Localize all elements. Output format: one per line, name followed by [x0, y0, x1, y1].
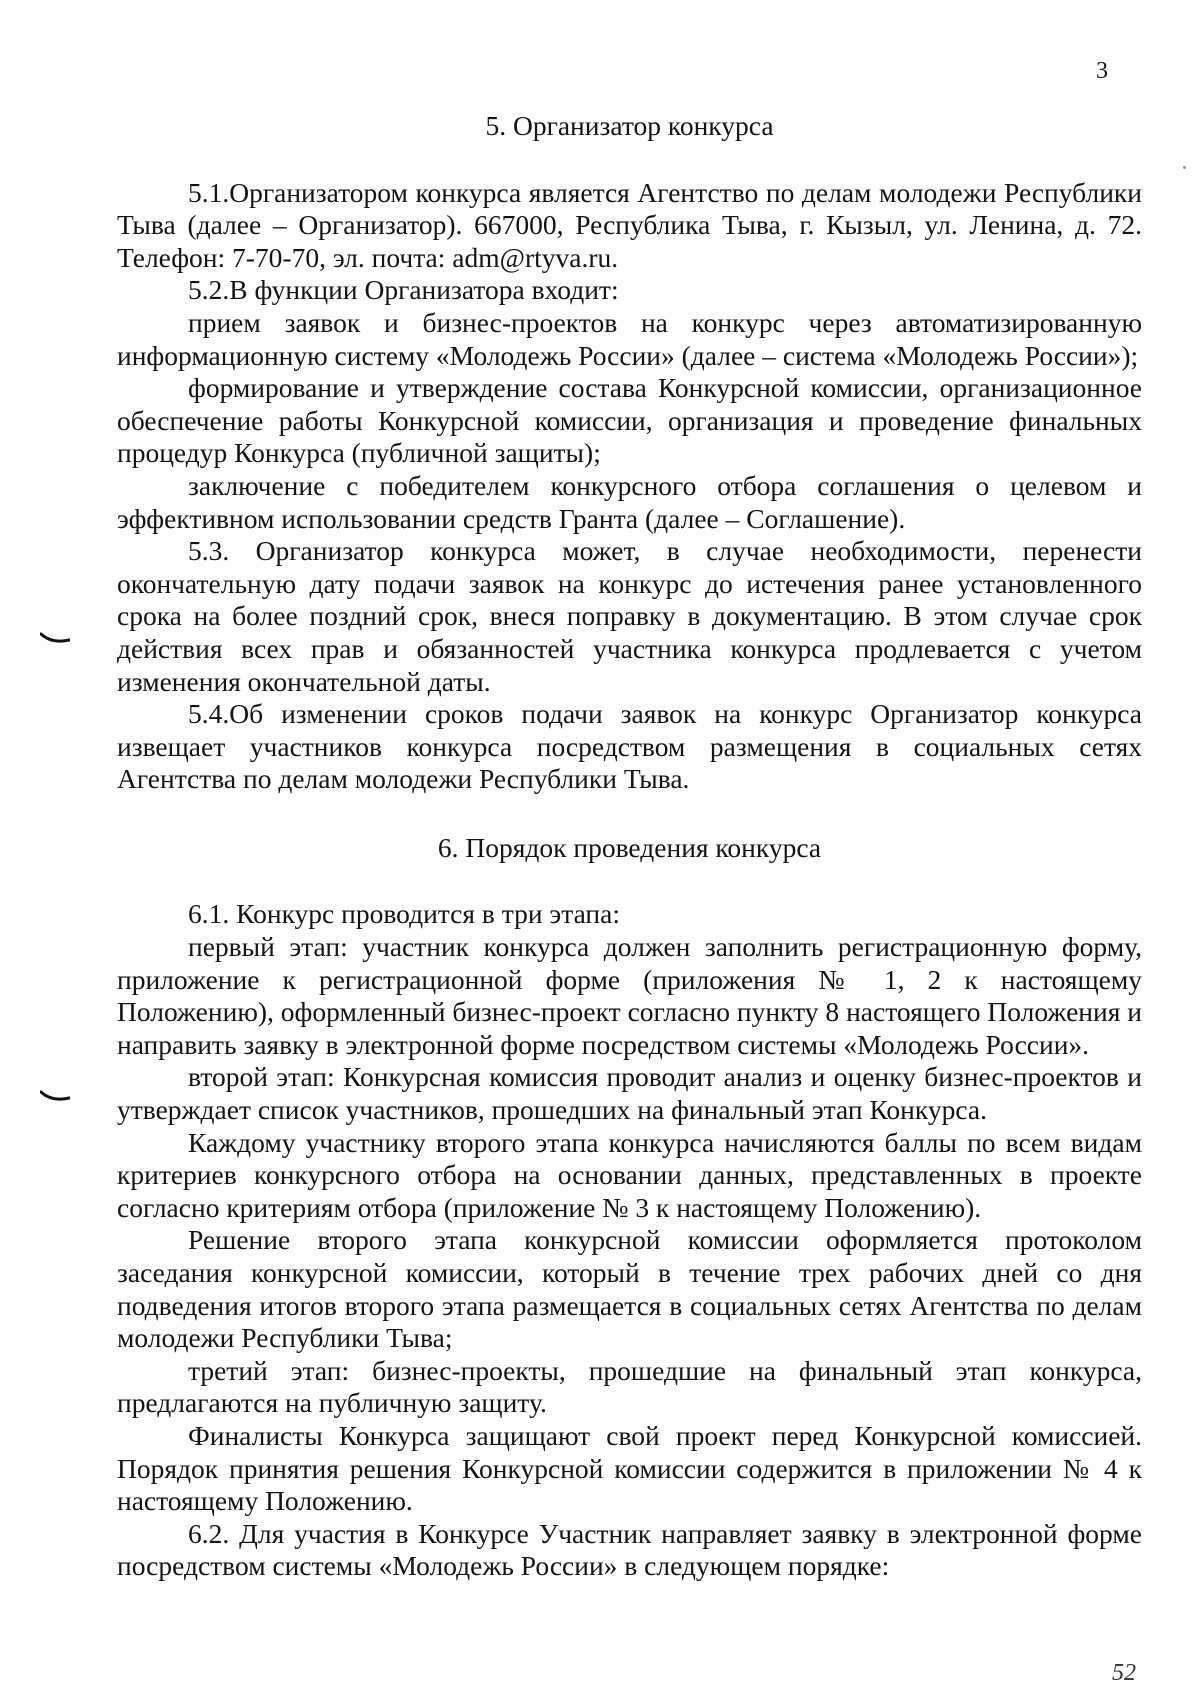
paragraph: Решение второго этапа конкурсной комиссии оформляется протоколом заседания конкурсной комиссии, который в течение трех рабочих дней со дня подведения итогов второго этапа размещается в социальных сетях Агентства по делам молодежи Республики Тыва;	[117, 1224, 1142, 1354]
margin-pen-mark	[40, 1090, 70, 1102]
section-heading-5: 5. Организатор конкурса	[485, 110, 774, 141]
paragraph: 5.3. Организатор конкурса может, в случае необходимости, перенести окончательную дату подачи заявок на конкурс до истечения ранее установленного срока на более поздний срок, внеся поправку в документацию. В этом случае срок действия всех прав и обязанностей участника конкурса продлевается с учетом изменения окончательной даты.	[117, 535, 1142, 697]
document-body	[117, 110, 1142, 1583]
page-number: 3	[1096, 58, 1108, 84]
paragraph: 5.4.Об изменении сроков подачи заявок на конкурс Организатор конкурса извещает участников конкурса посредством размещения в социальных сетях Агентства по делам молодежи Республики Тыва.	[117, 698, 1142, 795]
paragraph: заключение с победителем конкурсного отбора соглашения о целевом и эффективном использовании средств Гранта (далее – Соглашение).	[117, 469, 1142, 534]
scan-speck	[1183, 166, 1186, 169]
paragraph: третий этап: бизнес-проекты, прошедшие на финальный этап конкурса, предлагаются на публичную защиту.	[117, 1354, 1142, 1419]
margin-pen-mark	[40, 632, 70, 644]
paragraph: второй этап: Конкурсная комиссия проводит анализ и оценку бизнес-проектов и утверждает список участников, прошедших на финальный этап Конкурса.	[117, 1061, 1142, 1126]
paragraph: 5.1.Организатором конкурса является Агентство по делам молодежи Республики Тыва (далее – Организатор). 667000, Республика Тыва, г. Кызыл, ул. Ленина, д. 72. Телефон: 7-70-70, эл. почта: adm@rtyva.ru.	[117, 176, 1142, 273]
paragraph: первый этап: участник конкурса должен заполнить регистрационную форму, приложение к регистрационной форме (приложения № 1, 2 к настоящему Положению), оформленный бизнес-проект согласно пункту 8 настоящего Положения и направить заявку в электронной форме посредством системы «Молодежь России».	[117, 931, 1142, 1060]
paragraph: прием заявок и бизнес-проектов на конкурс через автоматизированную информационную систему «Молодежь России» (далее – система «Молодежь России»);	[117, 306, 1142, 371]
handwritten-sheet-number: 52	[1112, 1660, 1136, 1686]
paragraph: Финалисты Конкурса защищают свой проект перед Конкурсной комиссией. Порядок принятия решения Конкурсной комиссии содержится в приложении № 4 к настоящему Положению.	[117, 1419, 1142, 1517]
paragraph: 5.2.В функции Организатора входит:	[188, 274, 619, 306]
paragraph: 6.1. Конкурс проводится в три этапа:	[188, 898, 620, 930]
paragraph: 6.2. Для участия в Конкурсе Участник направляет заявку в электронной форме посредством системы «Молодежь России» в следующем порядке:	[117, 1517, 1142, 1582]
section-5-body	[117, 177, 1142, 796]
section-heading-6: 6. Порядок проведения конкурса	[437, 831, 822, 863]
paragraph: Каждому участнику второго этапа конкурса начисляются баллы по всем видам критериев конкурсного отбора на основании данных, представленных в проекте согласно критериям отбора (приложение № 3 к настоящему Положению).	[117, 1126, 1142, 1223]
section-6-body	[117, 898, 1142, 1582]
paragraph: формирование и утверждение состава Конкурсной комиссии, организационное обеспечение работы Конкурсной комиссии, организация и проведение финальных процедур Конкурса (публичной защиты);	[117, 372, 1142, 469]
